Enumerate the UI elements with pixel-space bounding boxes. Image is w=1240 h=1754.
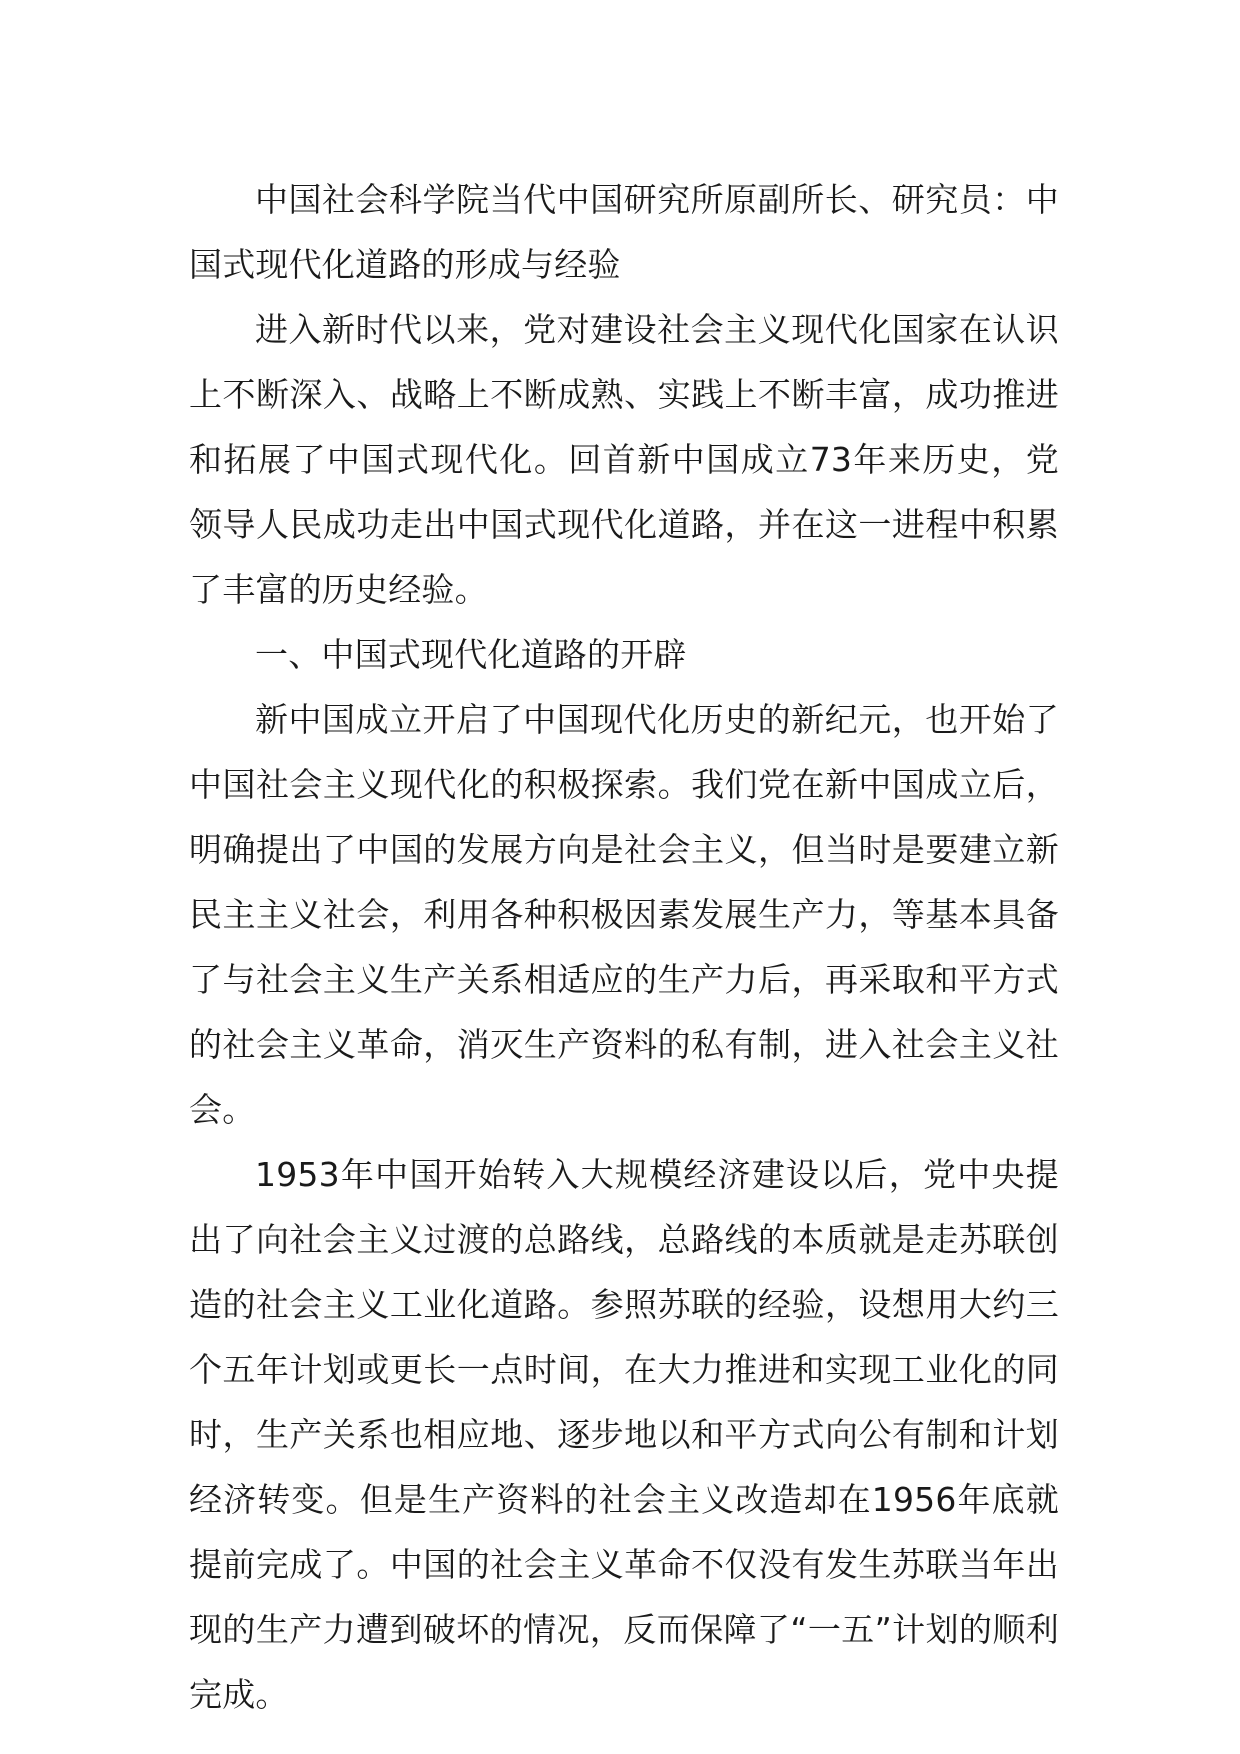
document-body (189, 167, 1059, 1727)
intro-paragraph: 进入新时代以来，党对建设社会主义现代化国家在认识上不断深入、战略上不断成熟、实践上不断丰富，成功推进和拓展了中国式现代化。回首新中国成立73年来历史，党领导人民成功走出中国式现代化道路，并在这一进程中积累了丰富的历史经验。 (189, 310, 1059, 609)
body-paragraph: 1953年中国开始转入大规模经济建设以后，党中央提出了向社会主义过渡的总路线，总路线的本质就是走苏联创造的社会主义工业化道路。参照苏联的经验，设想用大约三个五年计划或更长一点时间，在大力推进和实现工业化的同时，生产关系也相应地、逐步地以和平方式向公有制和计划经济转变。但是生产资料的社会主义改造却在1956年底就提前完成了。中国的社会主义革命不仅没有发生苏联当年出现的生产力遭到破坏的情况，反而保障了“一五”计划的顺利完成。 (189, 1155, 1059, 1714)
section-heading: 一、中国式现代化道路的开辟 (255, 635, 687, 674)
body-paragraph: 新中国成立开启了中国现代化历史的新纪元，也开始了中国社会主义现代化的积极探索。我们党在新中国成立后，明确提出了中国的发展方向是社会主义，但当时是要建立新民主主义社会，利用各种积极因素发展生产力，等基本具备了与社会主义生产关系相适应的生产力后，再采取和平方式的社会主义革命，消灭生产资料的私有制，进入社会主义社会。 (189, 700, 1059, 1129)
article-title-paragraph: 中国社会科学院当代中国研究所原副所长、研究员：中国式现代化道路的形成与经验 (189, 180, 1059, 284)
